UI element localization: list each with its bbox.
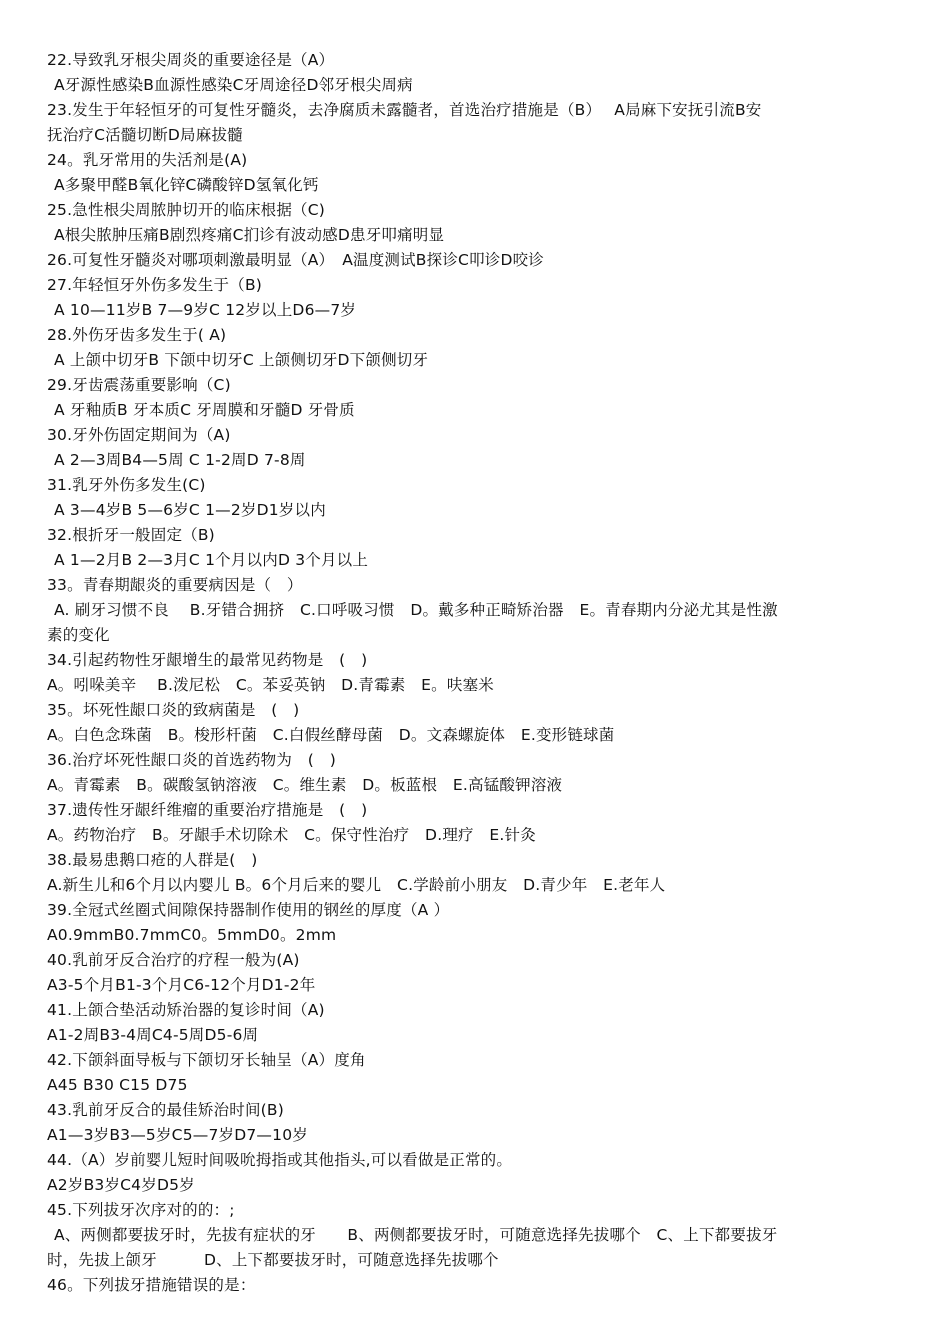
question-29: 29.牙齿震荡重要影响（C) — [47, 376, 231, 394]
question-22: 22.导致乳牙根尖周炎的重要途径是（A） — [47, 51, 335, 69]
options-33-cont: 素的变化 — [47, 626, 110, 644]
options-28: A 上颌中切牙B 下颌中切牙C 上颌侧切牙D下颌侧切牙 — [54, 351, 429, 369]
question-37: 37.遗传性牙龈纤维瘤的重要治疗措施是 ( ) — [47, 801, 368, 819]
options-25: A根尖脓肿压痛B剧烈疼痛C扪诊有波动感D患牙叩痛明显 — [54, 226, 445, 244]
question-40: 40.乳前牙反合治疗的疗程一般为(A) — [47, 951, 300, 969]
question-23-cont: 抚治疗C活髓切断D局麻拔髓 — [47, 126, 243, 144]
options-27: A 10—11岁B 7—9岁C 12岁以上D6—7岁 — [54, 301, 357, 319]
options-36: A。青霉素 B。碳酸氢钠溶液 C。维生素 D。板蓝根 E.高锰酸钾溶液 — [47, 776, 563, 794]
options-32: A 1—2月B 2—3月C 1个月以内D 3个月以上 — [54, 551, 369, 569]
options-34: A。吲哚美辛 B.泼尼松 C。苯妥英钠 D.青霉素 E。呋塞米 — [47, 676, 494, 694]
options-38: A.新生儿和6个月以内婴儿 B。6个月后来的婴儿 C.学龄前小朋友 D.青少年 E.老年人 — [47, 876, 666, 894]
options-41: A1-2周B3-4周C4-5周D5-6周 — [47, 1026, 259, 1044]
question-45: 45.下列拔牙次序对的的：; — [47, 1201, 235, 1219]
options-44: A2岁B3岁C4岁D5岁 — [47, 1176, 195, 1194]
question-28: 28.外伤牙齿多发生于( A) — [47, 326, 227, 344]
options-31: A 3—4岁B 5—6岁C 1—2岁D1岁以内 — [54, 501, 326, 519]
options-22: A牙源性感染B血源性感染C牙周途径D邻牙根尖周病 — [54, 76, 413, 94]
question-38: 38.最易患鹅口疮的人群是( ) — [47, 851, 258, 869]
question-36: 36.治疗坏死性龈口炎的首选药物为 ( ) — [47, 751, 336, 769]
question-30: 30.牙外伤固定期间为（A) — [47, 426, 231, 444]
question-41: 41.上颌合垫活动矫治器的复诊时间（A) — [47, 1001, 325, 1019]
question-42: 42.下颌斜面导板与下颌切牙长轴呈（A）度角 — [47, 1051, 366, 1069]
options-29: A 牙釉质B 牙本质C 牙周膜和牙髓D 牙骨质 — [54, 401, 355, 419]
options-35: A。白色念珠菌 B。梭形杆菌 C.白假丝酵母菌 D。文森螺旋体 E.变形链球菌 — [47, 726, 615, 744]
options-45: A、两侧都要拔牙时，先拔有症状的牙 B、两侧都要拔牙时，可随意选择先拔哪个 C、上下都要拔牙 — [54, 1226, 778, 1244]
options-30: A 2—3周B4—5周 C 1-2周D 7-8周 — [54, 451, 306, 469]
question-26: 26.可复性牙髓炎对哪项刺激最明显（A） A温度测试B探诊C叩诊D咬诊 — [47, 251, 545, 269]
options-42: A45 B30 C15 D75 — [47, 1076, 188, 1094]
question-33: 33。青春期龈炎的重要病因是（ ） — [47, 576, 303, 594]
question-24: 24。乳牙常用的失活剂是(A) — [47, 151, 248, 169]
question-35: 35。坏死性龈口炎的致病菌是 ( ) — [47, 701, 300, 719]
options-33: A. 刷牙习惯不良 B.牙错合拥挤 C.口呼吸习惯 D。戴多种正畸矫治器 E。青春期内分泌尤其是性激 — [54, 601, 778, 619]
options-43: A1—3岁B3—5岁C5—7岁D7—10岁 — [47, 1126, 308, 1144]
question-31: 31.乳牙外伤多发生(C) — [47, 476, 206, 494]
question-34: 34.引起药物性牙龈增生的最常见药物是 ( ) — [47, 651, 368, 669]
question-46: 46。下列拔牙措施错误的是： — [47, 1276, 256, 1294]
options-39: A0.9mmB0.7mmC0。5mmD0。2mm — [47, 926, 337, 944]
options-24: A多聚甲醛B氧化锌C磷酸锌D氢氧化钙 — [54, 176, 319, 194]
question-43: 43.乳前牙反合的最佳矫治时间(B) — [47, 1101, 284, 1119]
options-37: A。药物治疗 B。牙龈手术切除术 C。保守性治疗 D.理疗 E.针灸 — [47, 826, 536, 844]
question-25: 25.急性根尖周脓肿切开的临床根据（C) — [47, 201, 326, 219]
question-39: 39.全冠式丝圈式间隙保持器制作使用的钢丝的厚度（A ） — [47, 901, 450, 919]
options-45-cont: 时，先拔上颌牙 D、上下都要拔牙时，可随意选择先拔哪个 — [47, 1251, 499, 1269]
question-27: 27.年轻恒牙外伤多发生于（B) — [47, 276, 263, 294]
question-44: 44.（A）岁前婴儿短时间吸吮拇指或其他指头,可以看做是正常的。 — [47, 1151, 513, 1169]
options-40: A3-5个月B1-3个月C6-12个月D1-2年 — [47, 976, 316, 994]
question-23: 23.发生于年轻恒牙的可复性牙髓炎，去净腐质未露髓者，首选治疗措施是（B） A局麻下安抚引流B安 — [47, 101, 762, 119]
question-32: 32.根折牙一般固定（B) — [47, 526, 215, 544]
